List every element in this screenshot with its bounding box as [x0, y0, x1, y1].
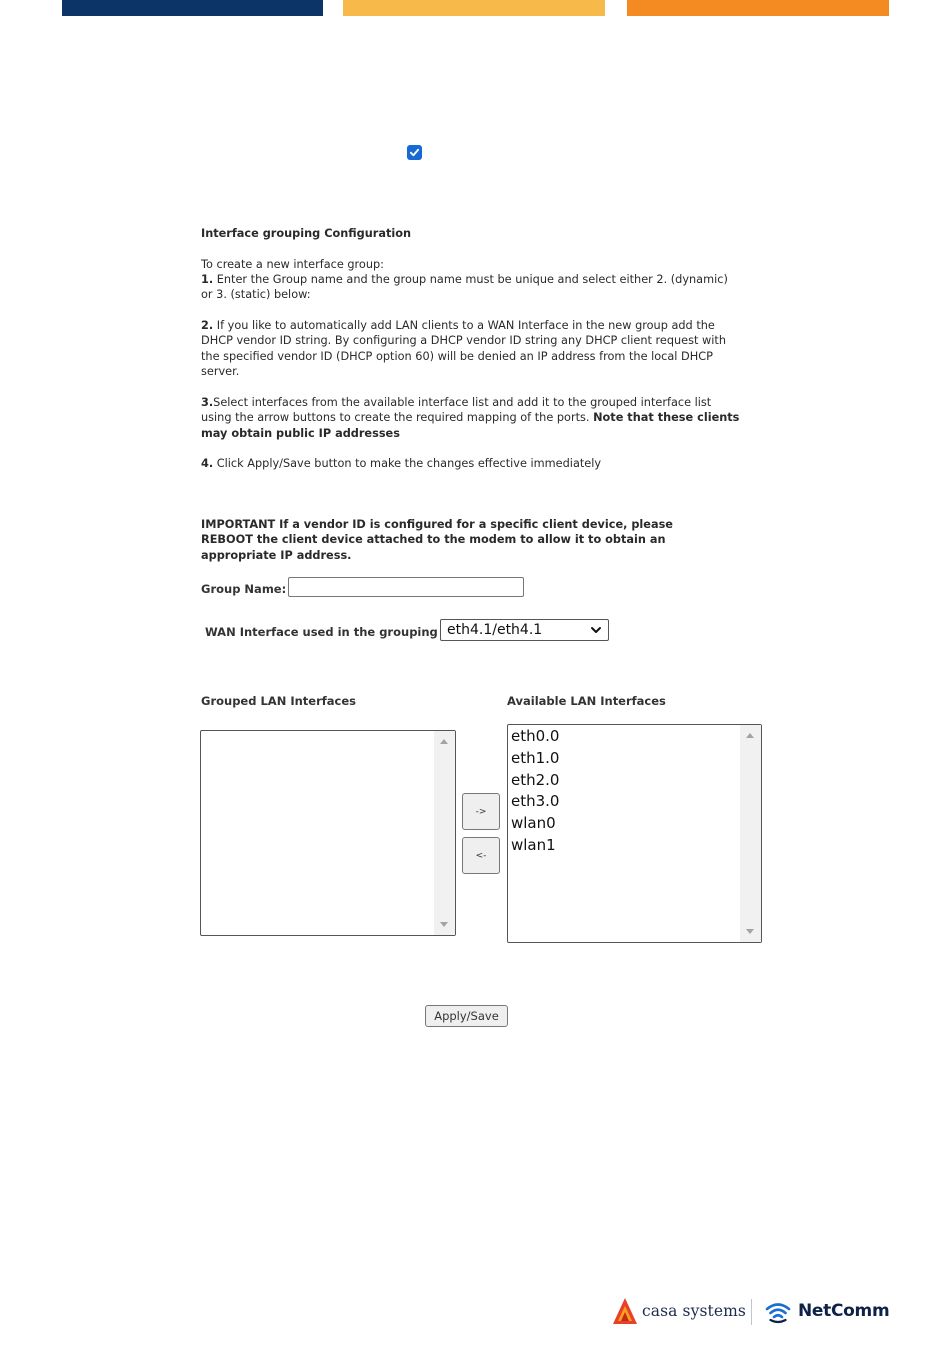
casa-systems-name: casa systems — [642, 1302, 746, 1320]
group-name-label: Group Name: — [201, 582, 287, 596]
available-lan-label: Available LAN Interfaces — [507, 694, 666, 708]
intro-text: To create a new interface group: — [201, 258, 384, 271]
group-name-input[interactable] — [288, 577, 524, 597]
enable-checkbox[interactable] — [407, 145, 422, 160]
netcomm-name: NetComm — [798, 1301, 890, 1321]
scroll-up-icon[interactable] — [746, 733, 754, 738]
add-interface-button[interactable]: -> — [462, 793, 500, 830]
header-stripe-yellow — [343, 0, 605, 16]
wan-interface-label: WAN Interface used in the grouping — [205, 625, 438, 639]
step-3-number: 3. — [201, 396, 214, 409]
step-4-text — [201, 456, 741, 471]
apply-save-button[interactable]: Apply/Save — [425, 1005, 508, 1027]
interface-option[interactable]: eth3.0 — [511, 792, 560, 811]
casa-triangle-icon — [612, 1297, 638, 1325]
scroll-down-icon[interactable] — [746, 929, 754, 934]
checkmark-icon — [409, 147, 420, 158]
logo-divider — [751, 1299, 752, 1325]
step-2-text — [201, 318, 741, 380]
header-stripe-navy — [62, 0, 323, 16]
casa-systems-logo — [612, 1297, 746, 1325]
grouped-lan-listbox[interactable] — [200, 730, 456, 936]
wan-interface-value: eth4.1/eth4.1 — [447, 622, 543, 638]
interface-option[interactable]: wlan0 — [511, 814, 556, 833]
available-lan-options — [511, 726, 559, 857]
netcomm-wifi-icon — [764, 1297, 792, 1325]
interface-option[interactable]: eth0.0 — [511, 727, 560, 745]
chevron-down-icon — [590, 624, 602, 636]
important-notice: IMPORTANT If a vendor ID is configured for a specific client device, please REBOOT the client device attached to the modem to allow it to obtain an appropriate IP address. — [201, 518, 673, 562]
scroll-up-icon[interactable] — [440, 739, 448, 744]
scroll-down-icon[interactable] — [440, 922, 448, 927]
step-4-body: Click Apply/Save button to make the changes effective immediately — [213, 457, 602, 470]
netcomm-logo — [764, 1297, 889, 1325]
available-scrollbar[interactable] — [740, 725, 761, 942]
interface-option[interactable]: eth1.0 — [511, 748, 560, 767]
step-3-body: Select interfaces from the available interface list and add it to the grouped interface list using the arrow buttons to create the required mapping of the ports. — [201, 396, 712, 425]
step-1-number: 1. — [201, 273, 214, 286]
available-lan-listbox[interactable] — [507, 724, 762, 943]
footer-logos — [612, 1297, 890, 1329]
step-1-text — [201, 272, 741, 303]
remove-interface-button[interactable]: <- — [462, 837, 500, 874]
step-2-number: 2. — [201, 319, 214, 332]
interface-option[interactable]: eth2.0 — [511, 770, 560, 789]
step-1-body: Enter the Group name and the group name must be unique and select either 2. (dynamic) or 3. (static) below: — [201, 273, 728, 302]
config-heading: Interface grouping Configuration — [201, 227, 412, 240]
grouped-lan-label: Grouped LAN Interfaces — [201, 694, 356, 708]
header-stripe-orange — [627, 0, 889, 16]
step-3-note: Note that these clients may obtain public IP addresses — [201, 411, 740, 440]
step-4-number: 4. — [201, 457, 214, 470]
step-2-body: If you like to automatically add LAN clients to a WAN Interface in the new group add the DHCP vendor ID string. By configuring a DHCP vendor ID string any DHCP client request with the specified vendor ID (DHCP option 60) will be denied an IP address from the local DHCP server. — [201, 319, 727, 379]
interface-option[interactable]: wlan1 — [511, 835, 556, 854]
step-3-text — [201, 395, 741, 441]
wan-interface-select[interactable] — [440, 619, 609, 641]
grouped-scrollbar[interactable] — [434, 731, 455, 935]
